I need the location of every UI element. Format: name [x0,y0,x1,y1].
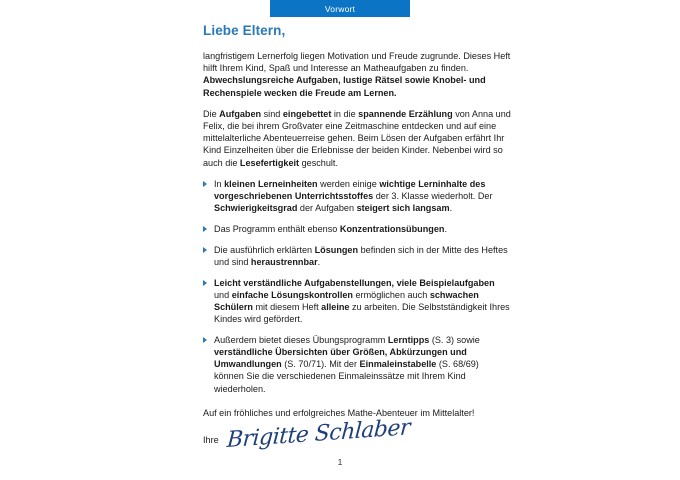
triangle-bullet-icon [203,181,207,187]
page-content-column [203,23,511,453]
section-tab-label: Vorwort [324,3,356,14]
handwritten-signature: Brigitte Schlaber [225,415,411,454]
closing-paragraph: Auf ein fröhliches und erfolgreiches Mathe-Abenteuer im Mittelalter! [203,407,475,418]
triangle-bullet-icon [203,337,207,343]
paragraph-story: Die Aufgaben sind eingebettet in die spannende Erzählung von Anna und Felix, die bei ihrem Großvater eine Zeitmaschine entdecken und auf eine mittelalterliche Abenteuerreise gehen. Beim Lösen der Aufgaben erfährt Ihr Kind Einzelheiten über die Erlebnisse der beiden Kinder. Nebenbei wird so auch die Lesefertigkeit geschult. [203,108,511,168]
list-item [203,277,511,326]
section-tab-vorwort[interactable] [270,0,410,17]
signature-block [203,415,511,454]
list-item [203,223,511,235]
signature-salutation: Ihre [203,435,219,446]
list-item-text: Außerdem bietet dieses Übungsprogramm Lerntipps (S. 3) sowie verständliche Übersichten über Größen, Abkürzungen und Umwandlungen (S. 70/71). Mit der Einmaleinstabelle (S. 68/69) können Sie die verschiedenen Einmaleinssätze mit Ihrem Kind wiederholen. [214,334,480,394]
page-title: Liebe Eltern, [203,23,286,38]
list-item-text: Das Programm enthält ebenso Konzentrationsübungen. [214,223,447,234]
page-number: 1 [337,457,343,467]
feature-bullet-list [203,178,511,395]
triangle-bullet-icon [203,226,207,232]
list-item-text: Leicht verständliche Aufgabenstellungen, viele Beispielaufgaben und einfache Lösungskontrollen ermöglichen auch schwachen Schülern mit diesem Heft alleine zu arbeiten. Die Selbstständigkeit Ihres Kindes wird gefördert. [214,277,510,325]
list-item-text: In kleinen Lerneinheiten werden einige wichtige Lerninhalte des vorgeschriebenen Unterrichtsstoffes der 3. Klasse wiederholt. Der Schwierigkeitsgrad der Aufgaben steigert sich langsam. [214,178,493,214]
triangle-bullet-icon [203,247,207,253]
triangle-bullet-icon [203,280,207,286]
list-item [203,244,511,268]
header-tab-bar [0,0,680,17]
paragraph-intro: langfristigem Lernerfolg liegen Motivation und Freude zugrunde. Dieses Heft hilft Ihrem Kind, Spaß und Interesse an Matheaufgaben zu finden. Abwechslungsreiche Aufgaben, lustige Rätsel sowie Knobel- und Rechenspiele wecken die Freude am Lernen. [203,51,511,98]
list-item [203,178,511,215]
list-item [203,334,511,395]
list-item-text: Die ausführlich erklärten Lösungen befinden sich in der Mitte des Heftes und sind heraustrennbar. [214,244,508,267]
